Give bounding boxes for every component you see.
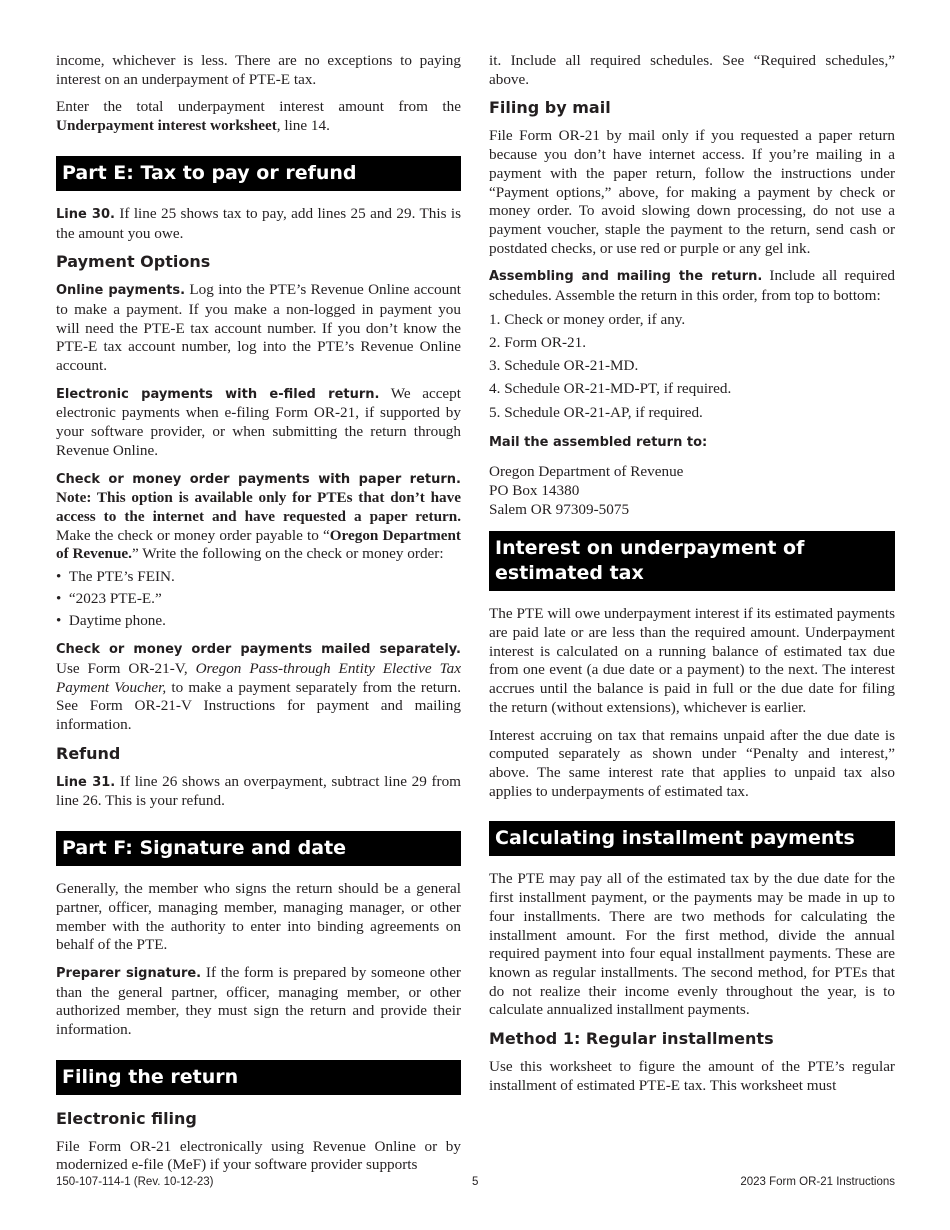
paragraph: Generally, the member who signs the return should be a general partner, officer, managing member, managing manager, or other member with the authority to enter into binding agreements on behalf of the PTE.: [56, 880, 461, 954]
text: Include all required schedules. Assemble the return in this order, from top to bottom:: [489, 267, 895, 305]
address-line: Oregon Department of Revenue: [489, 463, 684, 481]
text: Log into the PTE’s Revenue Online account to make a payment. If you make a non-logged in payment you will need the PTE-E tax account number. If you don’t know the PTE-E tax account number, log into the PTE’s Revenue Online account.: [56, 281, 462, 375]
mail-to-label: Mail the assembled return to:: [489, 435, 708, 451]
bullet-item: • “2023 PTE-E.”: [56, 590, 162, 608]
right-column: [489, 52, 895, 1104]
paragraph: File Form OR-21 by mail only if you requested a paper return because you don’t have internet access. If you’re mailing in a payment with the paper return, follow the instructions under “Payment options,” above, for making a payment by check or money order. To avoid slowing down processing, do not use a payment voucher, staple the payment to the return, send cash or postdated checks, or use red or purple or any gel ink.: [489, 127, 895, 257]
bullet-item: • The PTE’s FEIN.: [56, 568, 175, 586]
section-heading-interest: Interest on underpayment of estimated tax: [489, 531, 895, 591]
run-in-label: Line 30.: [56, 206, 115, 222]
paragraph: income, whichever is less. There are no exceptions to paying interest on an underpayment of PTE-E tax.: [56, 52, 461, 88]
paragraph: [489, 267, 895, 305]
paragraph: [56, 281, 461, 376]
paragraph: Use this worksheet to figure the amount of the PTE’s regular installment of estimated PTE-E tax. This worksheet must: [489, 1058, 895, 1094]
address-line: PO Box 14380: [489, 481, 580, 499]
section-heading-filing: Filing the return: [56, 1060, 461, 1095]
section-heading-part-f: Part F: Signature and date: [56, 831, 461, 866]
paragraph: it. Include all required schedules. See “Required schedules,” above.: [489, 52, 895, 88]
paragraph: [56, 98, 461, 135]
bold-text: Oregon Department of Revenue.: [56, 526, 461, 563]
paragraph: File Form OR-21 electronically using Revenue Online or by modernized e-file (MeF) if your software provider supports: [56, 1137, 461, 1174]
text: ” Write the following on the check or money order:: [131, 545, 444, 563]
bold-text: Underpayment interest worksheet: [56, 117, 277, 135]
run-in-label: Line 31.: [56, 774, 116, 790]
paragraph: The PTE will owe underpayment interest if its estimated payments are paid late or are less than the required amount. Underpayment interest is calculated on a running balance of estimated tax due from one event (a due date or a payment) to the next. The interest accrues until the balance is paid in full or the due date for filing the return (without extensions), whichever is earlier.: [489, 605, 895, 716]
paragraph: [56, 385, 461, 461]
run-in-label: Online payments.: [56, 283, 186, 299]
text: If line 26 shows an overpayment, subtract line 29 from line 26. This is your refund.: [56, 772, 461, 810]
run-in-label: Preparer signature.: [56, 965, 202, 981]
run-in-label: Check or money order payments mailed separately.: [56, 642, 461, 658]
text: to make a payment separately from the return. See Form OR-21-V Instructions for payment and mailing information.: [56, 678, 461, 733]
run-in-label: Electronic payments with e-filed return.: [56, 386, 380, 402]
list-item: 5. Schedule OR-21-AP, if required.: [489, 403, 703, 421]
footer-page-number: 5: [472, 1176, 479, 1188]
bullet-text: The PTE’s FEIN.: [68, 568, 175, 586]
italic-text: Oregon Pass-through Entity Elective Tax Payment Voucher,: [56, 659, 461, 696]
text: , line 14.: [276, 117, 330, 135]
paragraph: Interest accruing on tax that remains unpaid after the due date is computed separately as shown under “Penalty and interest,” above. The same interest rate that applies to unpaid tax also applies to underpayments of estimated tax.: [489, 726, 895, 800]
note-text: Note: This option is available only for PTEs that don’t have access to the internet and have requested a paper return.: [56, 489, 461, 525]
footer-form-id: 150-107-114-1 (Rev. 10-12-23): [56, 1176, 214, 1188]
text: Make the check or money order payable to “: [56, 526, 330, 544]
subheading-refund: Refund: [56, 743, 121, 763]
run-in-label: Check or money order payments with paper return.: [56, 471, 461, 487]
list-item: 4. Schedule OR-21-MD-PT, if required.: [489, 380, 732, 398]
list-item: 2. Form OR-21.: [489, 333, 587, 351]
left-column: [56, 52, 461, 1184]
list-item: 1. Check or money order, if any.: [489, 310, 686, 328]
list-item: 3. Schedule OR-21-MD.: [489, 357, 639, 375]
address-line: Salem OR 97309-5075: [489, 500, 630, 518]
bullet-text: “2023 PTE-E.”: [68, 590, 162, 608]
footer-title: 2023 Form OR-21 Instructions: [740, 1176, 895, 1188]
run-in-label: Assembling and mailing the return.: [489, 269, 763, 285]
subheading-payment-options: Payment Options: [56, 252, 211, 272]
paragraph: [56, 964, 461, 1040]
bullet-text: Daytime phone.: [68, 612, 166, 630]
paragraph: [56, 205, 461, 243]
paragraph: [56, 470, 461, 565]
text: We accept electronic payments when e-filing Form OR-21, if supported by your software provider, or when submitting the return through Revenue Online.: [56, 384, 461, 459]
text: Enter the total underpayment interest amount from the: [56, 98, 461, 116]
text: If the form is prepared by someone other than the general partner, officer, managing member, or other authorized member, they must sign the return and provide their information.: [56, 963, 461, 1039]
address: [489, 463, 895, 519]
paragraph: [56, 773, 461, 811]
text: Use Form OR-21-V,: [56, 659, 196, 677]
section-heading-part-e: Part E: Tax to pay or refund: [56, 156, 461, 191]
paragraph: [56, 640, 461, 735]
section-heading-installments: Calculating installment payments: [489, 821, 895, 856]
text: If line 25 shows tax to pay, add lines 25 and 29. This is the amount you owe.: [56, 204, 461, 242]
subheading-method-1: Method 1: Regular installments: [489, 1029, 774, 1049]
bullet-item: • Daytime phone.: [56, 612, 166, 630]
subheading-electronic-filing: Electronic filing: [56, 1108, 197, 1128]
subheading-filing-by-mail: Filing by mail: [489, 98, 611, 118]
paragraph: The PTE may pay all of the estimated tax by the due date for the first installment payment, or the payments may be made in up to four installments. There are two methods for calculating the installment amount. For the first method, divide the annual required payment into four equal installment payments. These are known as regular installments. The second method, for PTEs that do not realize their income evenly throughout the year, is to calculate annualized installment payments.: [489, 870, 895, 1019]
